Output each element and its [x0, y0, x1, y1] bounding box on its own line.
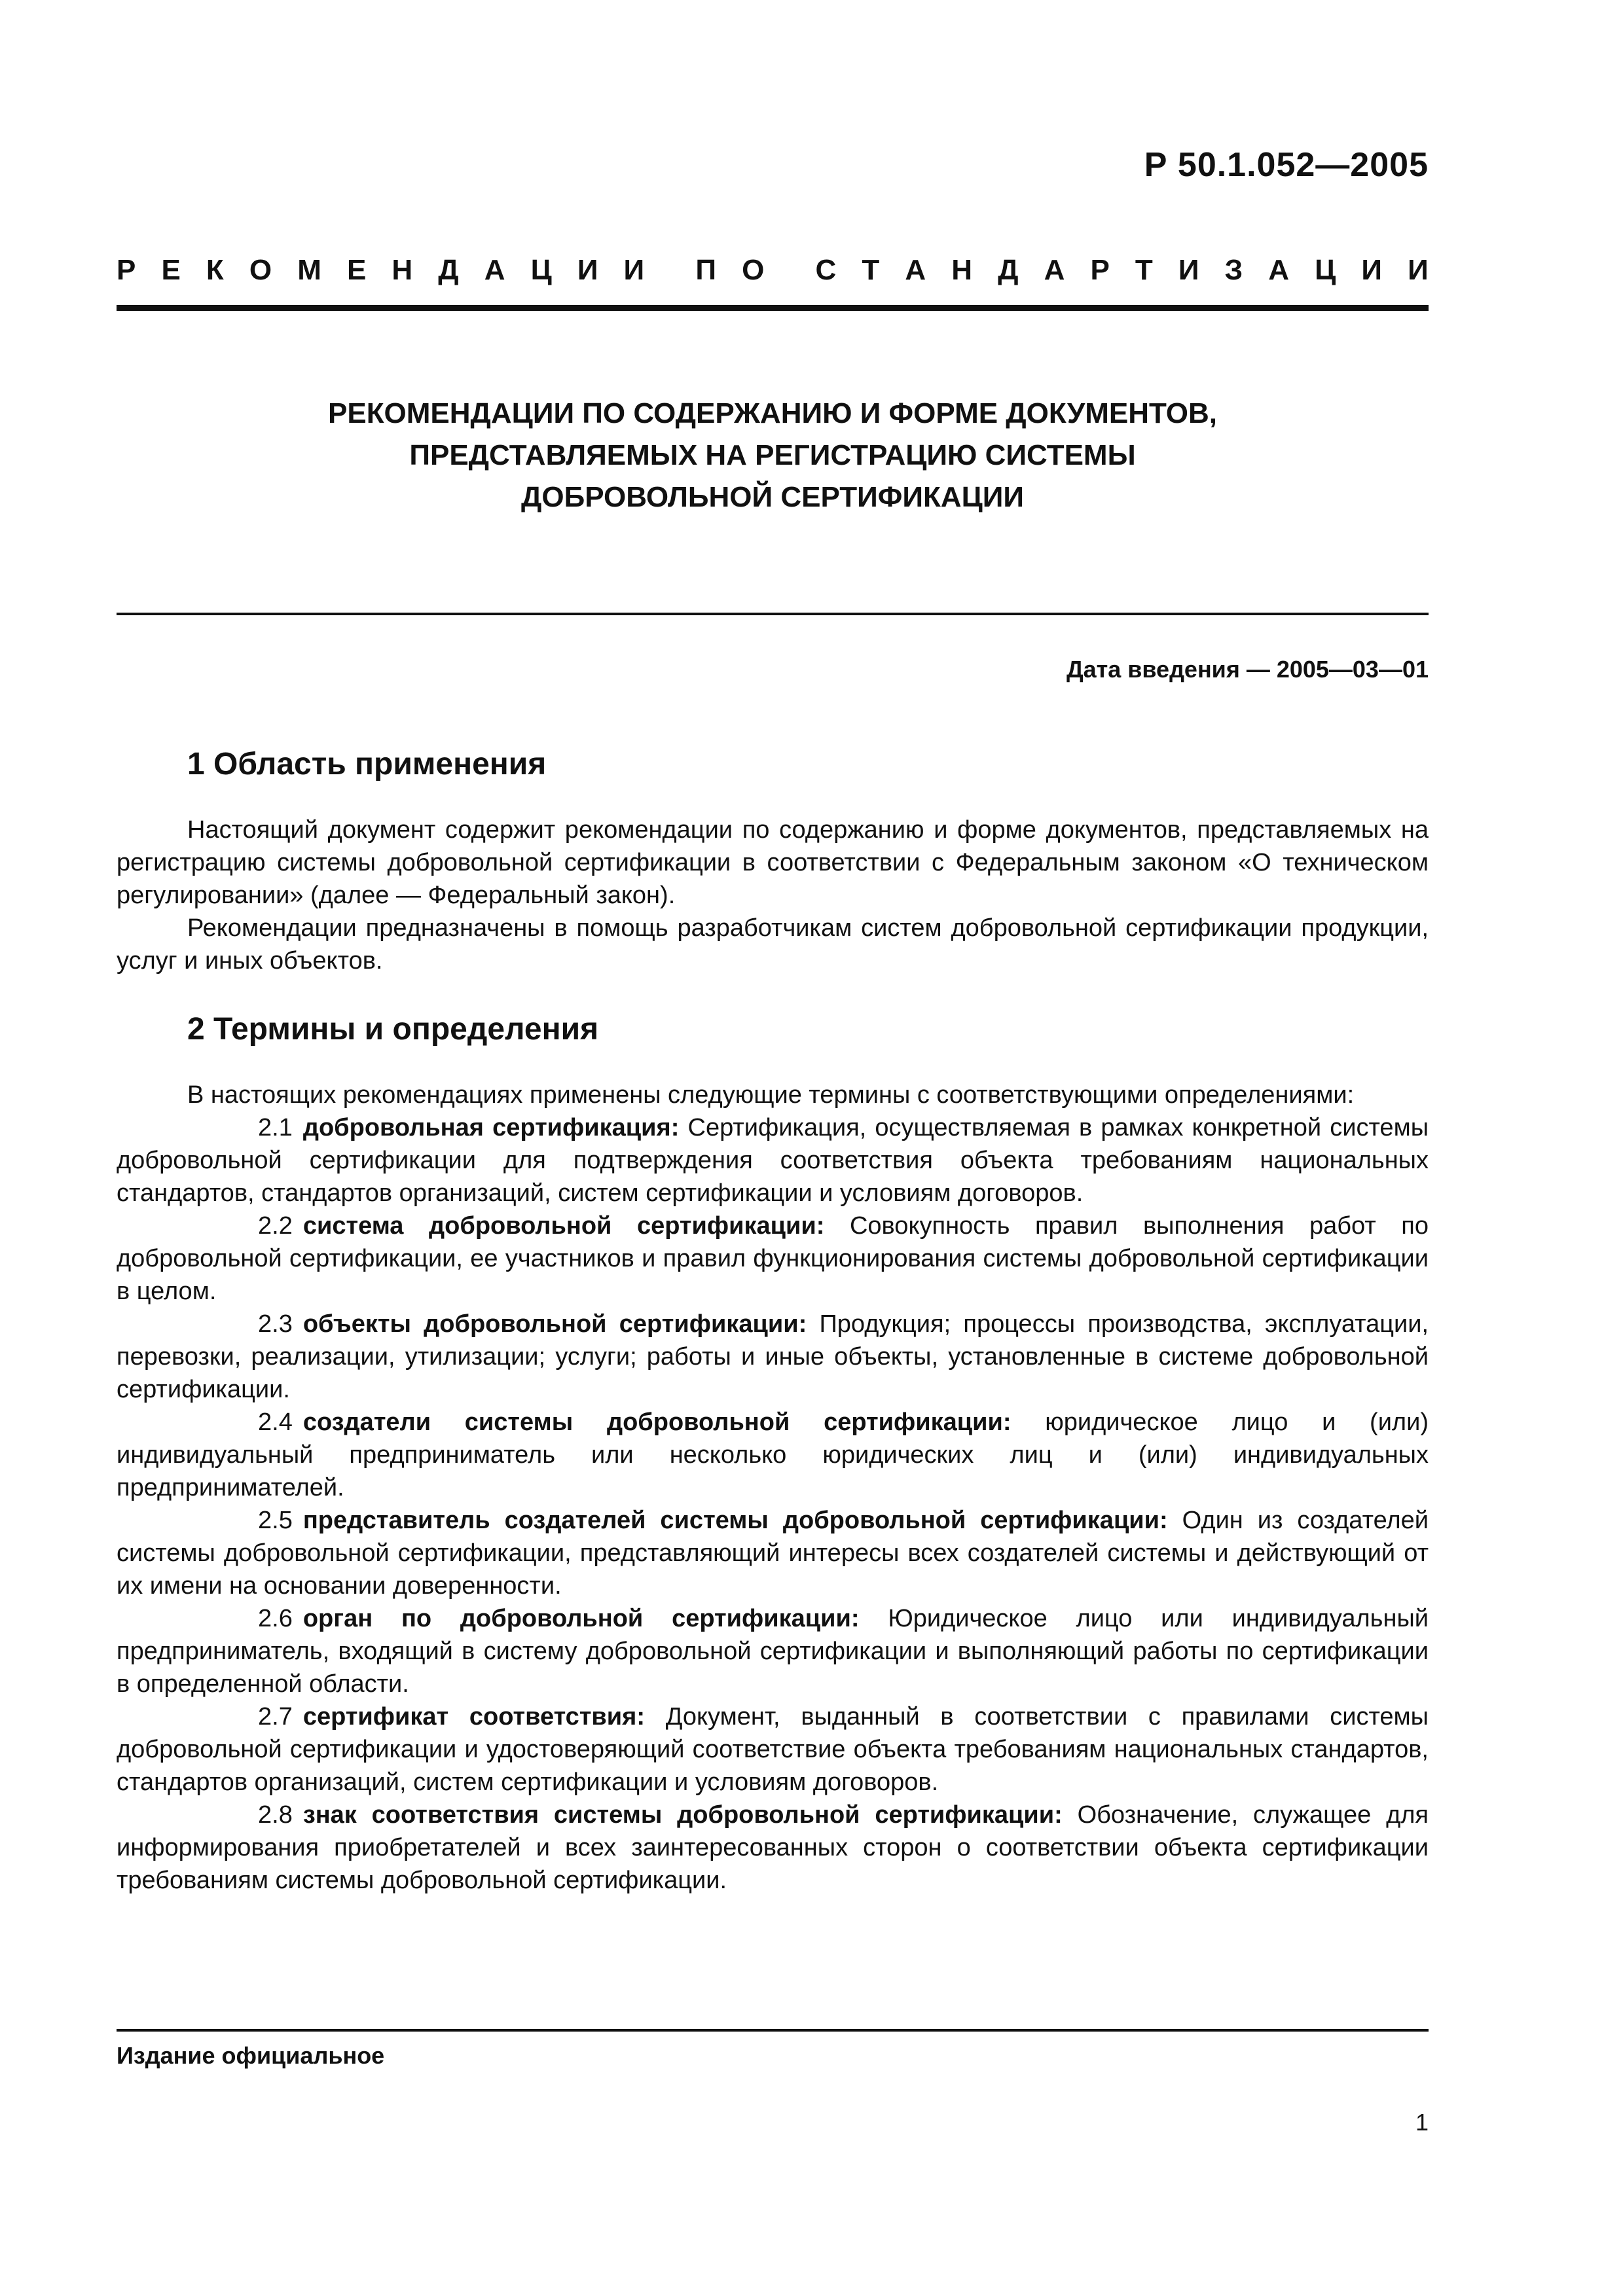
- series-letter: Ц: [530, 254, 552, 286]
- term-number: 2.8: [258, 1801, 293, 1829]
- series-letter: И: [1178, 254, 1199, 286]
- term-text: Один из создателей системы добровольной сертификации, представляющий интересы всех создателей системы и действующий от их имени на основании доверенности.: [117, 1507, 1429, 1600]
- series-letter: Р: [1090, 254, 1110, 286]
- series-letter: А: [1044, 254, 1065, 286]
- edition-label: Издание официальное: [117, 2042, 385, 2069]
- paragraph: Рекомендации предназначены в помощь разработчикам систем добровольной сертификации продукции, услуг и иных объектов.: [117, 914, 1429, 975]
- title-line: ДОБРОВОЛЬНОЙ СЕРТИФИКАЦИИ: [521, 481, 1024, 513]
- term-definition: [117, 1700, 1429, 1799]
- term-definition: [117, 1111, 1429, 1210]
- term-text: Обозначение, служащее для информирования приобретателей и всех заинтересованных сторон о соответствии объекта сертификации требованиям системы добровольной сертификации.: [117, 1801, 1429, 1894]
- series-letter: К: [206, 254, 224, 286]
- series-letter: А: [905, 254, 926, 286]
- term-definition: [117, 1308, 1429, 1406]
- series-letter: З: [1224, 254, 1243, 286]
- section-heading: 1 Область применения: [187, 747, 547, 781]
- series-letter: И: [1361, 254, 1382, 286]
- document-title: [117, 393, 1429, 518]
- paragraph: В настоящих рекомендациях применены следующие термины с соответствующими определениями:: [187, 1081, 1355, 1109]
- series-letter: С: [815, 254, 837, 286]
- term-name: система добровольной сертификации:: [302, 1212, 825, 1240]
- term-text: юридическое лицо и (или) индивидуальный предприниматель или несколько юридических лиц и (или) индивидуальных предпринимателей.: [117, 1408, 1429, 1501]
- term-text: Документ, выданный в соответствии с правилами системы добровольной сертификации и удостоверяющий соответствие объекта требованиям национальных стандартов, стандартов организаций, систем сертификации и условиям договоров.: [117, 1703, 1429, 1796]
- term-definition: [117, 1504, 1429, 1602]
- series-letter: Е: [161, 254, 181, 286]
- series-letter: И: [577, 254, 598, 286]
- series-letter: Ц: [1315, 254, 1336, 286]
- term-name: создатели системы добровольной сертификации:: [302, 1408, 1012, 1436]
- series-letter: М: [297, 254, 321, 286]
- document-body: [117, 746, 1429, 1897]
- series-letter: Т: [862, 254, 880, 286]
- title-divider: [117, 613, 1429, 615]
- title-line: ПРЕДСТАВЛЯЕМЫХ НА РЕГИСТРАЦИЮ СИСТЕМЫ: [409, 439, 1136, 471]
- term-text: Юридическое лицо или индивидуальный предприниматель, входящий в систему добровольной сертификации и выполняющий работы по сертификации в определенной области.: [117, 1605, 1429, 1698]
- term-definition: [117, 1210, 1429, 1308]
- term-name: орган по добровольной сертификации:: [302, 1605, 860, 1632]
- term-name: добровольная сертификация:: [302, 1114, 680, 1141]
- series-letter: Е: [346, 254, 367, 286]
- page-number: 1: [1415, 2109, 1429, 2136]
- document-number: Р 50.1.052—2005: [1144, 146, 1429, 184]
- title-line: РЕКОМЕНДАЦИИ ПО СОДЕРЖАНИЮ И ФОРМЕ ДОКУМЕНТОВ,: [328, 397, 1217, 429]
- term-number: 2.2: [258, 1212, 293, 1240]
- series-letter: Н: [951, 254, 973, 286]
- term-number: 2.1: [258, 1114, 293, 1141]
- series-letter: Р: [117, 254, 136, 286]
- term-definition: [117, 1406, 1429, 1504]
- term-text: Совокупность правил выполнения работ по добровольной сертификации, ее участников и правил функционирования системы добровольной сертификации в целом.: [117, 1212, 1429, 1305]
- series-heading: [117, 254, 1429, 287]
- series-letter: А: [1268, 254, 1290, 286]
- series-letter: А: [484, 254, 505, 286]
- section-heading: 2 Термины и определения: [187, 1012, 599, 1047]
- term-name: представитель создателей системы добровольной сертификации:: [302, 1507, 1168, 1534]
- term-text: Сертификация, осуществляемая в рамках конкретной системы добровольной сертификации для подтверждения соответствия объекта требованиям национальных стандартов, стандартов организаций, систем сертификации и условиям договоров.: [117, 1114, 1429, 1207]
- term-name: объекты добровольной сертификации:: [302, 1310, 807, 1338]
- term-number: 2.7: [258, 1703, 293, 1731]
- term-number: 2.3: [258, 1310, 293, 1338]
- series-letter: П: [695, 254, 716, 286]
- series-letter: Н: [392, 254, 413, 286]
- series-letter: Д: [998, 254, 1019, 286]
- introduction-date: Дата введения — 2005—03—01: [1066, 656, 1429, 683]
- series-letter: И: [1408, 254, 1429, 286]
- term-name: знак соответствия системы добровольной сертификации:: [302, 1801, 1063, 1829]
- series-letter: О: [742, 254, 765, 286]
- series-letter: И: [623, 254, 645, 286]
- term-number: 2.4: [258, 1408, 293, 1436]
- term-number: 2.5: [258, 1507, 293, 1534]
- term-text: Продукция; процессы производства, эксплуатации, перевозки, реализации, утилизации; услуги; работы и иные объекты, установленные в системе добровольной сертификации.: [117, 1310, 1429, 1403]
- term-definition: [117, 1799, 1429, 1897]
- series-letter: Т: [1135, 254, 1153, 286]
- series-letter: О: [249, 254, 272, 286]
- series-letter: Д: [438, 254, 459, 286]
- term-number: 2.6: [258, 1605, 293, 1632]
- header-divider: [117, 305, 1429, 311]
- term-name: сертификат соответствия:: [302, 1703, 645, 1731]
- footer-divider: [117, 2029, 1429, 2032]
- paragraph: Настоящий документ содержит рекомендации по содержанию и форме документов, представляемых на регистрацию системы добровольной сертификации в соответствии с Федеральным законом «О техническом регулировании» (далее — Федеральный закон).: [117, 816, 1429, 909]
- term-definition: [117, 1602, 1429, 1700]
